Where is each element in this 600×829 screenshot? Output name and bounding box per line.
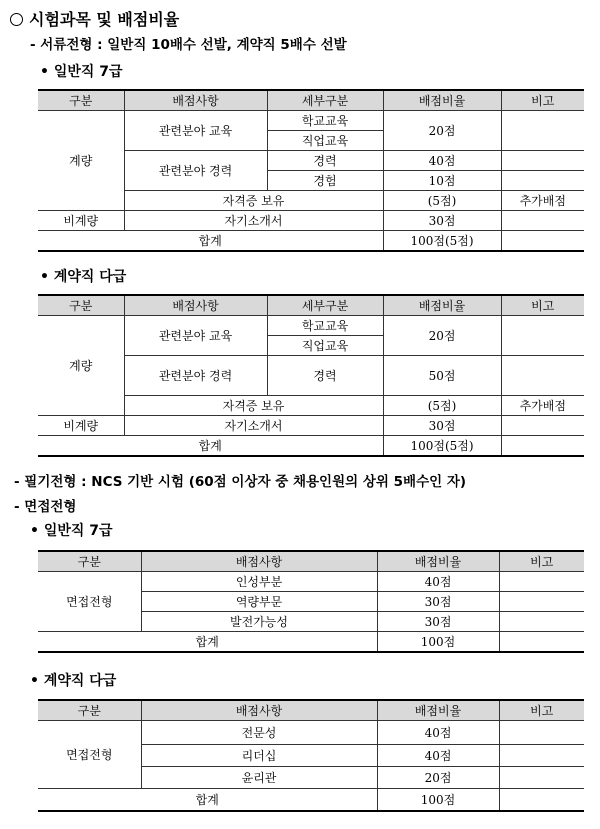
item-cell: 인성부분 (141, 572, 377, 592)
sub-cell: 경력 (267, 356, 383, 396)
table-row (38, 211, 584, 231)
edu-cell: 관련분야 교육 (124, 111, 267, 151)
header-cell: 비고 (499, 700, 584, 721)
header-cell: 배점사항 (141, 700, 377, 721)
score-cell: 50점 (383, 356, 501, 396)
header-cell: 배점사항 (141, 551, 377, 572)
edu-cell: 관련분야 교육 (124, 316, 267, 356)
cert-cell: 자격증 보유 (124, 396, 383, 416)
nonquant-cell: 비계량 (38, 211, 124, 231)
table-row (38, 572, 584, 592)
doc-screening-heading: - 서류전형 : 일반직 10배수 선발, 계약직 5배수 선발 (30, 37, 347, 53)
total-score-cell: 100점(5점) (383, 231, 501, 252)
career-cell: 관련분야 경력 (124, 151, 267, 191)
total-label-cell: 합계 (38, 632, 377, 653)
header-cell: 구분 (38, 295, 124, 316)
table-row (38, 316, 584, 336)
doc-general-bullet: • 일반직 7급 (40, 64, 123, 80)
total-label-cell: 합계 (38, 789, 377, 811)
note-cell (499, 721, 584, 745)
score-cell: 40점 (383, 151, 501, 171)
intro-cell: 자기소개서 (124, 211, 383, 231)
header-cell: 배점비율 (383, 90, 501, 111)
total-score-cell: 100점 (377, 789, 499, 811)
career-cell: 관련분야 경력 (124, 356, 267, 396)
quant-cell: 계량 (38, 111, 124, 211)
header-cell: 배점비율 (377, 700, 499, 721)
table-row (38, 416, 584, 436)
table-header-row (38, 295, 584, 316)
score-cell: 40점 (377, 572, 499, 592)
sub-cell: 학교교육 (267, 316, 383, 336)
interview-contract-table (38, 699, 584, 812)
score-cell: 10점 (383, 171, 501, 191)
score-cell: (5점) (383, 191, 501, 211)
header-cell: 비고 (499, 551, 584, 572)
score-cell: 30점 (377, 612, 499, 632)
item-cell: 전문성 (141, 721, 377, 745)
score-cell: 20점 (383, 316, 501, 356)
nonquant-cell: 비계량 (38, 416, 124, 436)
note-cell (501, 356, 584, 396)
header-cell: 구분 (38, 551, 141, 572)
doc-contract-bullet: • 계약직 다급 (40, 269, 127, 285)
sub-cell: 직업교육 (267, 336, 383, 356)
section-title (10, 7, 179, 30)
note-cell (499, 592, 584, 612)
table-header-row (38, 551, 584, 572)
note-cell (501, 151, 584, 171)
header-cell: 배점사항 (124, 90, 267, 111)
note-cell (501, 111, 584, 151)
intro-cell: 자기소개서 (124, 416, 383, 436)
score-cell: (5점) (383, 396, 501, 416)
sub-cell: 경력 (267, 151, 383, 171)
score-cell: 40점 (377, 721, 499, 745)
item-cell: 리더십 (141, 745, 377, 767)
total-label-cell: 합계 (38, 231, 383, 252)
score-cell: 20점 (383, 111, 501, 151)
sub-cell: 직업교육 (267, 131, 383, 151)
written-heading: - 필기전형 : NCS 기반 시험 (60점 이상자 중 채용인원의 상위 5배수인 자) (14, 474, 467, 490)
header-cell: 배점비율 (383, 295, 501, 316)
score-cell: 30점 (383, 416, 501, 436)
note-cell (501, 436, 584, 457)
sub-cell: 학교교육 (267, 111, 383, 131)
item-cell: 윤리관 (141, 767, 377, 789)
score-cell: 30점 (383, 211, 501, 231)
item-cell: 발전가능성 (141, 612, 377, 632)
quant-cell: 계량 (38, 316, 124, 416)
interview-general-table (38, 550, 584, 653)
header-cell: 비고 (501, 90, 584, 111)
cert-cell: 자격증 보유 (124, 191, 383, 211)
note-cell (499, 572, 584, 592)
note-cell (499, 789, 584, 811)
note-cell (499, 632, 584, 653)
note-cell (501, 316, 584, 356)
interview-general-bullet: • 일반직 7급 (30, 523, 113, 539)
total-score-cell: 100점 (377, 632, 499, 653)
score-cell: 20점 (377, 767, 499, 789)
note-cell (499, 612, 584, 632)
section-title-text: 시험과목 및 배점비율 (29, 10, 180, 29)
circle-bullet-icon (10, 13, 23, 26)
note-cell (501, 211, 584, 231)
table-header-row (38, 90, 584, 111)
interview-heading: - 면접전형 (14, 499, 77, 515)
group-cell: 면접전형 (38, 572, 141, 632)
doc-contract-table (38, 294, 584, 457)
table-row (38, 111, 584, 131)
header-cell: 비고 (501, 295, 584, 316)
note-cell: 추가배점 (501, 396, 584, 416)
table-total-row (38, 436, 584, 457)
interview-contract-bullet: • 계약직 다급 (30, 673, 117, 689)
table-total-row (38, 789, 584, 811)
total-score-cell: 100점(5점) (383, 436, 501, 457)
note-cell (501, 416, 584, 436)
note-cell (501, 231, 584, 252)
header-cell: 구분 (38, 90, 124, 111)
item-cell: 역량부문 (141, 592, 377, 612)
score-cell: 30점 (377, 592, 499, 612)
note-cell: 추가배점 (501, 191, 584, 211)
table-row (38, 721, 584, 745)
sub-cell: 경험 (267, 171, 383, 191)
header-cell: 세부구분 (267, 90, 383, 111)
header-cell: 세부구분 (267, 295, 383, 316)
header-cell: 배점사항 (124, 295, 267, 316)
table-header-row (38, 700, 584, 721)
header-cell: 구분 (38, 700, 141, 721)
score-cell: 40점 (377, 745, 499, 767)
note-cell (499, 745, 584, 767)
note-cell (501, 171, 584, 191)
note-cell (499, 767, 584, 789)
header-cell: 배점비율 (377, 551, 499, 572)
table-total-row (38, 632, 584, 653)
total-label-cell: 합계 (38, 436, 383, 457)
group-cell: 면접전형 (38, 721, 141, 789)
table-total-row (38, 231, 584, 252)
doc-general-table (38, 89, 584, 252)
